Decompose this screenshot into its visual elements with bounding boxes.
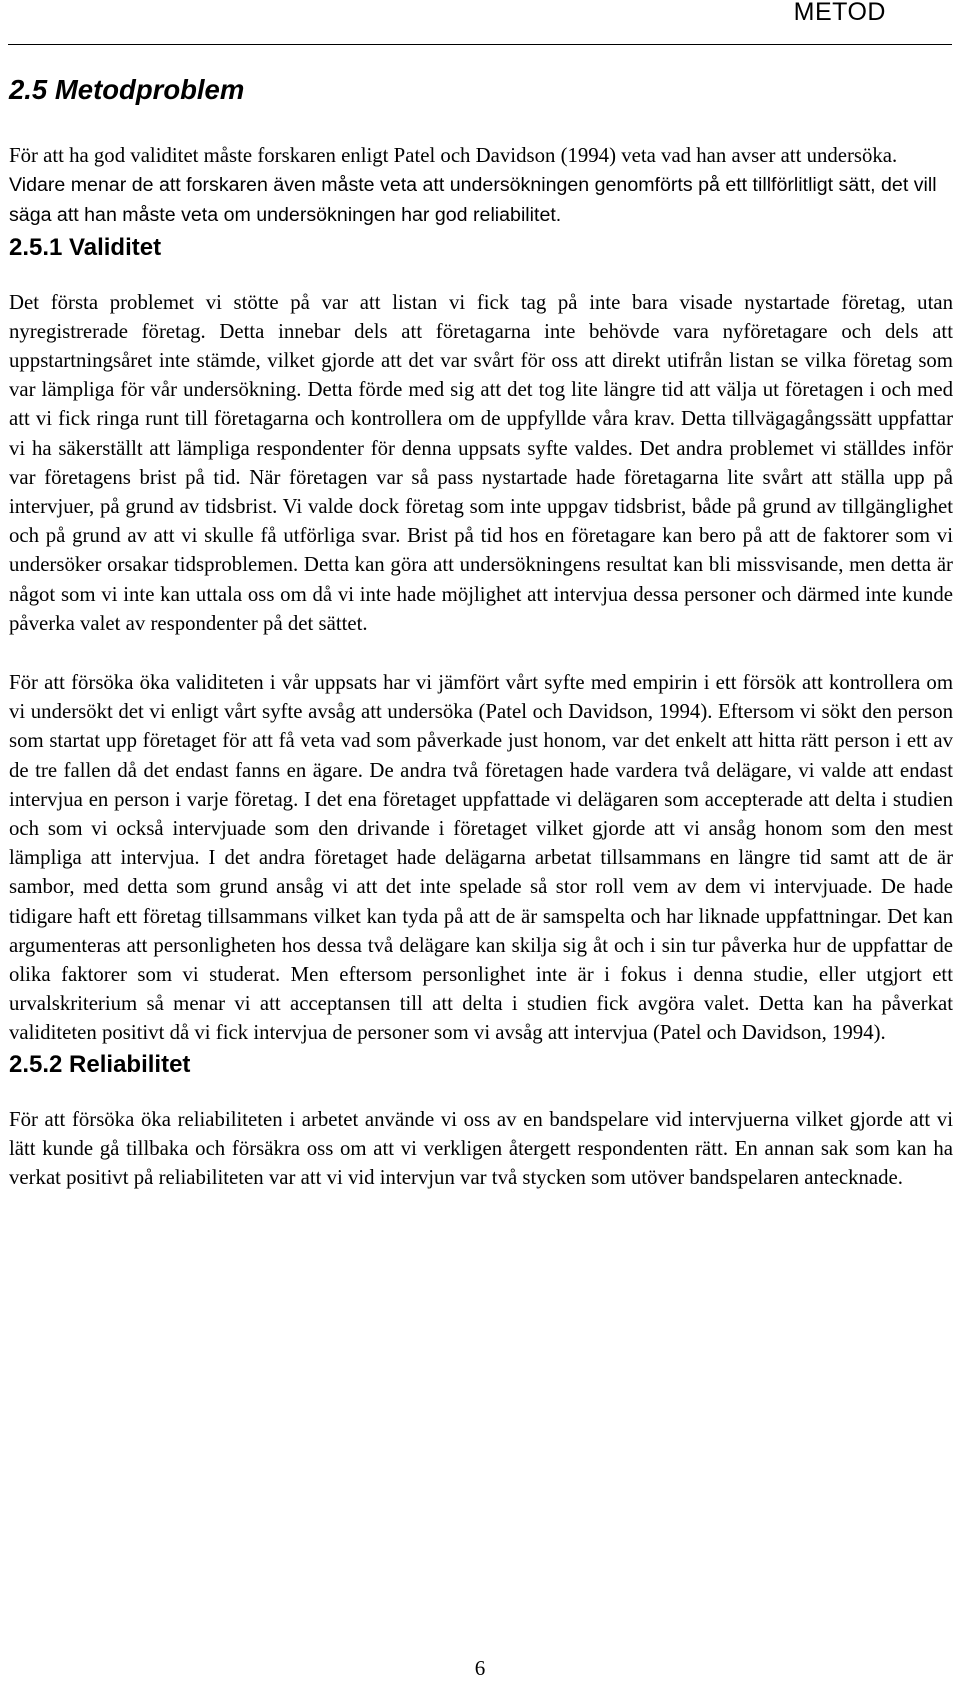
header-rule bbox=[8, 44, 952, 45]
validitet-paragraph-1: Det första problemet vi stötte på var att listan vi fick tag på inte bara visade nystartade företag, utan nyregistrerade företag. Detta innebar dels att företagarna inte behövde vara nyföretagare och dels att uppstartningsåret inte stämde, vilket gjorde att det var svårt för oss att direkt utifrån listan se vilka företag som var lämpliga för vår undersökning. Detta förde med sig att det tog lite längre tid att välja ut företagen i och med att vi fick ringa runt till företagarna och kontrollera om de uppfyllde våra krav. Detta tillvägagångssätt uppfattar vi ha säkerställt att lämpliga respondenter för denna uppsats syfte valdes. Det andra problemet vi ställdes inför var företagens brist på tid. När företagen var så pass nystartade hade företagarna lite svårt att ställa upp på intervjuer, på grund av tidsbrist. Vi valde dock företag som inte uppgav tidsbrist, både på grund av tillgänglighet och på grund av att vi skulle få utförliga svar. Brist på tid hos en företagare kan bero på att de faktorer som vi undersöker orsakar tidsproblemen. Detta kan göra att undersökningens resultat kan bli missvisande, men detta är något som vi inte kan uttala oss om då vi inte hade möjlighet att intervjua dessa personer och därmed inte kunde påverka valet av respondenter på det sättet. bbox=[9, 290, 953, 635]
intro-paragraph bbox=[9, 141, 953, 231]
page-number: 6 bbox=[474, 1656, 486, 1680]
section-heading: 2.5 Metodproblem bbox=[9, 74, 245, 105]
reliabilitet-heading: 2.5.2 Reliabilitet bbox=[9, 1050, 191, 1078]
reliabilitet-paragraph: För att försöka öka reliabiliteten i arbetet använde vi oss av en bandspelare vid intervjuerna vilket gjorde att vi lätt kunde gå tillbaka och försäkra oss om att vi verkligen återgett respondenten rätt. En annan sak som kan ha verkat positivt på reliabiliteten var att vi vid intervjun var två stycken som utöver bandspelaren antecknade. bbox=[9, 1107, 953, 1190]
validitet-paragraph-2: För att försöka öka validiteten i vår uppsats har vi jämfört vårt syfte med empirin i ett försök att kontrollera om vi undersökt det vi enligt vårt syfte avsåg att undersöka (Patel och Davidson, 1994). Eftersom vi sökt den person som startat upp företaget för att få veta vad som påverkade just honom, var det enkelt att hitta rätt person i ett av de tre fallen då det endast fanns en ägare. De andra två företagen hade vardera två delägare, vi valde att endast intervjua en person i varje företag. I det ena företaget uppfattade vi delägaren som accepterade att delta i studien och som vi också intervjuade som den drivande i företaget vilket gjorde att vi ansåg honom som den mest lämpliga att intervjua. I det andra företaget hade delägarna arbetat tillsammans en längre tid samt att de är sambor, med detta som grund ansåg vi att det inte spelade så stor roll vem av dem vi intervjuade. De hade tidigare haft ett företag tillsammans vilket kan tyda på att de är samspelta och har liknade uppfattningar. Det kan argumenteras att personligheten hos dessa två delägare kan skilja sig åt och i sin tur påverka hur de uppfattar de olika faktorer som vi studerat. Men eftersom personlighet inte är i fokus i denna studie, eller utgjort ett urvalskriterium så menar vi att acceptansen till att delta i studien fick avgöra valet. Detta kan ha påverkat validiteten positivt då vi fick intervjua de personer som vi avsåg att intervjua (Patel och Davidson, 1994). bbox=[9, 671, 953, 1045]
intro-text-serif: För att ha god validitet måste forskaren enligt Patel och Davidson (1994) veta vad han avser att undersöka. bbox=[9, 144, 898, 167]
running-header: METOD bbox=[793, 0, 886, 26]
validitet-heading: 2.5.1 Validitet bbox=[9, 233, 162, 261]
intro-text-sans: Vidare menar de att forskaren även måste veta att undersökningen genomförts på ett tillförlitligt sätt, det vill säga att han måste veta om undersökningen har god reliabilitet. bbox=[9, 174, 937, 227]
page-content bbox=[9, 72, 953, 1192]
